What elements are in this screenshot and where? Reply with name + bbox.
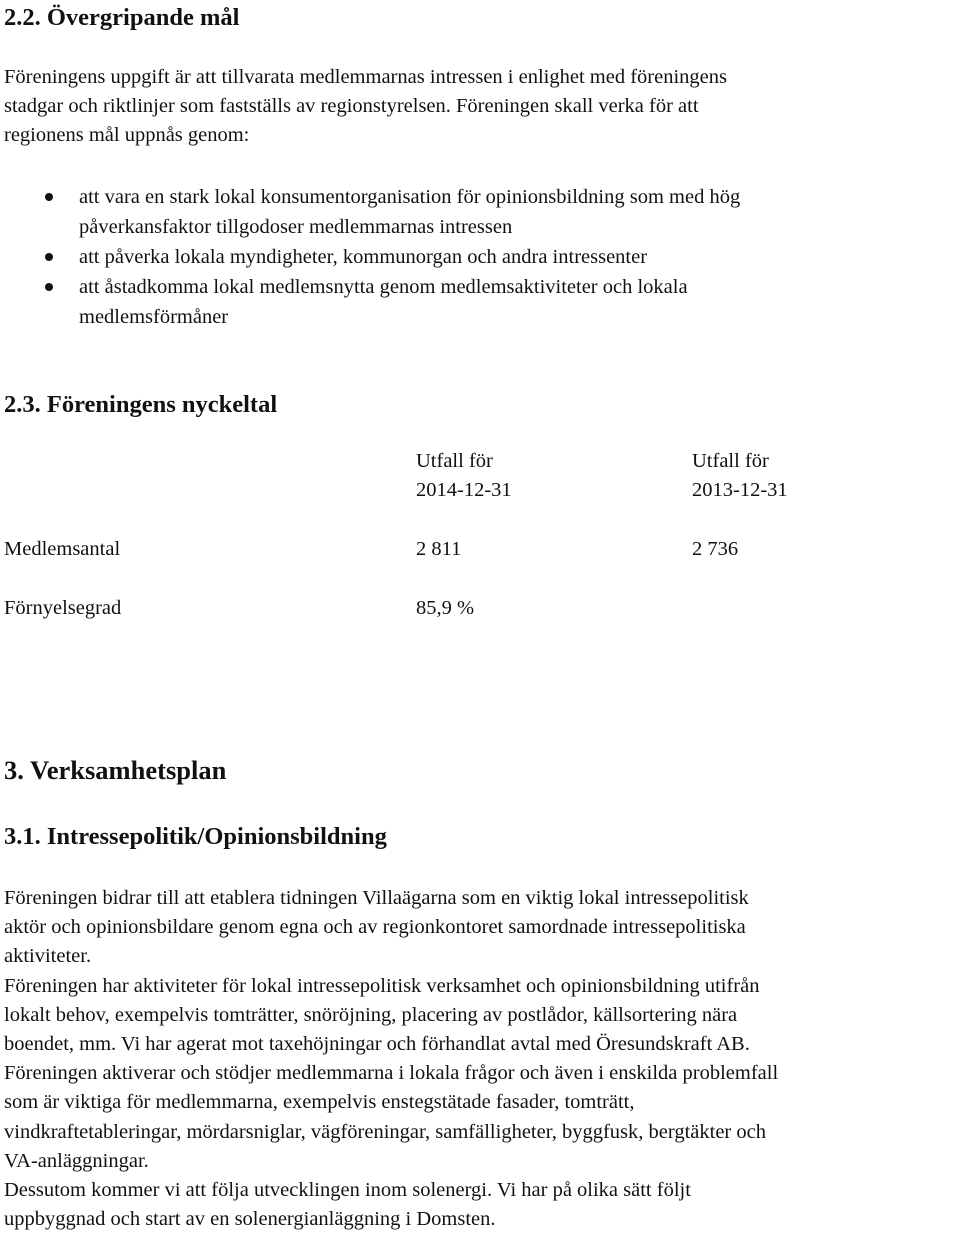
cell-medlemsantal-2014: 2 811 <box>416 538 462 560</box>
paragraph-line: aktör och opinionsbildare genom egna och av regionkontoret samordnade intressepolitiska <box>4 916 746 939</box>
column-header-2014 <box>416 447 512 505</box>
section-2-3-heading: 2.3. Föreningens nyckeltal <box>4 391 278 418</box>
cell-fornyelsegrad-2014: 85,9 % <box>416 597 475 619</box>
paragraph <box>4 1176 954 1234</box>
bullet-dot-icon <box>45 253 53 261</box>
bullet-dot-icon <box>45 283 53 291</box>
paragraph-line: Föreningen bidrar till att etablera tidningen Villaägarna som en viktig lokal intressepolitisk <box>4 887 749 909</box>
list-item <box>0 182 960 242</box>
paragraph-line: aktiviteter. <box>4 945 92 968</box>
paragraph-line: vindkraftetableringar, mördarsniglar, vägföreningar, samfälligheter, byggfusk, bergtäkter och <box>4 1120 766 1143</box>
paragraph-line: som är viktiga för medlemmarna, exempelvis enstegstätade fasader, tomträtt, <box>4 1091 635 1114</box>
paragraph-line: Föreningen har aktiviteter för lokal intressepolitisk verksamhet och opinionsbildning utifrån <box>4 974 760 997</box>
paragraph-line: VA-anläggningar. <box>4 1149 149 1172</box>
section-3-1-heading: 3.1. Intressepolitik/Opinionsbildning <box>4 823 387 850</box>
intro-line: Föreningens uppgift är att tillvarata medlemmarnas intressen i enlighet med föreningens <box>4 66 727 88</box>
section-3-heading: 3. Verksamhetsplan <box>4 755 227 785</box>
paragraph-line: boendet, mm. Vi har agerat mot taxehöjningar och förhandlat avtal med Öresundskraft AB. <box>4 1033 750 1056</box>
list-item <box>0 272 960 332</box>
intro-line: stadgar och riktlinjer som fastställs av regionstyrelsen. Föreningen skall verka för att <box>4 95 699 118</box>
paragraph <box>4 1059 954 1176</box>
paragraph <box>4 884 954 972</box>
paragraph <box>4 972 954 1060</box>
list-item-line: medlemsförmåner <box>79 306 229 328</box>
section-2-2-heading: 2.2. Övergripande mål <box>4 4 240 31</box>
paragraph-line: Föreningen aktiverar och stödjer medlemmarna i lokala frågor och även i enskilda problemfall <box>4 1062 779 1085</box>
list-item-line: påverkansfaktor tillgodoser medlemmarnas intressen <box>79 216 513 238</box>
intro-line: regionens mål uppnås genom: <box>4 124 250 147</box>
column-header-line: Utfall för <box>416 450 493 472</box>
paragraph-line: lokalt behov, exempelvis tomträtter, snöröjning, placering av postlådor, källsortering nära <box>4 1003 738 1026</box>
column-header-2013 <box>692 447 788 505</box>
column-header-line: 2014-12-31 <box>416 479 512 501</box>
bullet-dot-icon <box>45 193 53 201</box>
list-item-line: att åstadkomma lokal medlemsnytta genom medlemsaktiviteter och lokala <box>79 276 688 298</box>
column-header-line: Utfall för <box>692 450 769 472</box>
row-label-medlemsantal: Medlemsantal <box>4 538 121 560</box>
section-3-1-body <box>4 884 954 1234</box>
list-item-line: att vara en stark lokal konsumentorganisation för opinionsbildning som med hög <box>79 186 741 208</box>
cell-medlemsantal-2013: 2 736 <box>692 538 739 560</box>
goals-bullet-list <box>0 182 960 332</box>
paragraph-line: Dessutom kommer vi att följa utvecklingen inom solenergi. Vi har på olika sätt följt <box>4 1179 691 1202</box>
row-label-fornyelsegrad: Förnyelsegrad <box>4 597 122 619</box>
list-item <box>0 242 960 272</box>
paragraph-line: uppbyggnad och start av en solenergianläggning i Domsten. <box>4 1208 496 1231</box>
list-item-line: att påverka lokala myndigheter, kommunorgan och andra intressenter <box>79 246 648 268</box>
section-2-2-intro <box>4 63 954 151</box>
column-header-line: 2013-12-31 <box>692 479 788 501</box>
